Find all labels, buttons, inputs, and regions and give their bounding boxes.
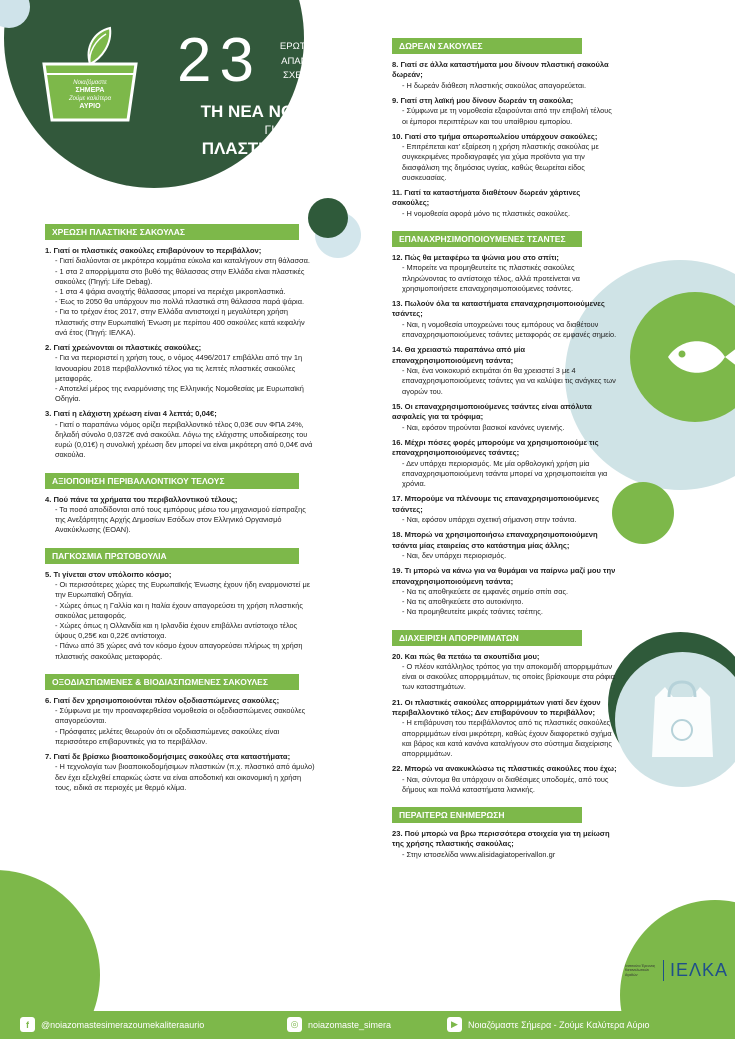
question-title: 9. Γιατί στη λαϊκή μου δίνουν δωρεάν τη σακούλα; bbox=[392, 96, 574, 106]
answer-text: - Ναι, η νομοθεσία υποχρεώνει τους εμπόρους να διαθέτουν επαναχρησιμοποιούμενες τσάντες μεταφοράς σε εμφανές σημείο. bbox=[402, 319, 617, 340]
right-column bbox=[392, 36, 617, 870]
answer-text: - Η τεχνολογία των βιοαποικοδομήσιμων πλαστικών (π.χ. πλαστικό από άμυλο) δεν έχει εξελιχθεί επαρκώς ώστε να είναι αποδοτική και οικονομική η χρήση τους, ειδικά σε περιοχές με θερμό κλίμα. bbox=[55, 762, 315, 792]
facebook-handle: @noiazomastesimerazoumekaliteraaurio bbox=[41, 1019, 205, 1030]
ielka-logo bbox=[625, 960, 728, 981]
question-title: 1. Γιατί οι πλαστικές σακούλες επιβαρύνουν το περιβάλλον; bbox=[45, 246, 262, 255]
faq-item bbox=[392, 132, 617, 183]
logo-line: ΑΥΡΙΟ bbox=[79, 103, 101, 110]
faq-item bbox=[45, 409, 315, 460]
faq-item bbox=[392, 566, 617, 617]
faq-item bbox=[392, 494, 617, 525]
answer-text: - Ναι, εφόσον υπάρχει σχετική σήμανση στην τσάντα. bbox=[402, 514, 577, 524]
faq-item bbox=[45, 752, 315, 793]
answer-text: - 1 στα 2 απορρίμματα στο βυθό της θάλασσας στην Ελλάδα είναι πλαστικές σακούλες (Πηγή: Life Debag). bbox=[55, 266, 305, 286]
answer-text: - Η επιβάρυνση του περιβάλλοντος από τις πλαστικές σακούλες απορριμμάτων είναι μικρότερη, καθώς έχουν διαφορετικό σχήμα και βάρος και κατά κανόνα καταλήγουν στο σύστημα διαχείρισης απορριμμάτων. bbox=[402, 718, 612, 759]
section-heading: ΔΩΡΕΑΝ ΣΑΚΟΥΛΕΣ bbox=[392, 38, 582, 54]
answer-text: - Μπορείτε να προμηθευτείτε τις πλαστικές σακούλες πληρώνοντας το αντίστοιχο τέλος, αλλά προτείνεται να χρησιμοποιήσετε επαναχρησιμοποιούμενες τσάντες. bbox=[402, 263, 580, 293]
logo-line: ΣΗΜΕΡΑ bbox=[75, 87, 105, 94]
ielka-name: ΙΕΛΚΑ bbox=[663, 960, 728, 981]
faq-item bbox=[392, 402, 617, 433]
question-title: 8. Γιατί σε άλλα καταστήματα μου δίνουν πλαστική σακούλα δωρεάν; bbox=[392, 60, 609, 80]
answer-text: - Να τις αποθηκεύετε στο αυτοκίνητο. bbox=[402, 597, 524, 607]
instagram-link[interactable] bbox=[287, 1017, 391, 1032]
instagram-icon: ◎ bbox=[287, 1017, 302, 1032]
instagram-handle: noiazomaste_simera bbox=[308, 1019, 392, 1030]
question-title: 18. Μπορώ να χρησιμοποιήσω επαναχρησιμοποιούμενη τσάντα μίας εταιρείας στο κατάστημα μίας άλλης; bbox=[392, 530, 598, 550]
footer-bar bbox=[0, 1011, 735, 1039]
question-title: 19. Τι μπορώ να κάνω για να θυμάμαι να παίρνω μαζί μου την επαναχρησιμοποιούμενη τσάντα; bbox=[392, 566, 616, 586]
faq-section bbox=[392, 229, 617, 618]
section-heading: ΑΞΙΟΠΟΙΗΣΗ ΠΕΡΙΒΑΛΛΟΝΤΙΚΟΥ ΤΕΛΟΥΣ bbox=[45, 473, 299, 489]
faq-item bbox=[45, 570, 315, 662]
question-title: 16. Μέχρι πόσες φορές μπορούμε να χρησιμοποιούμε τις επαναχρησιμοποιούμενες τσάντες; bbox=[392, 437, 599, 458]
section-heading: ΠΑΓΚΟΣΜΙΑ ΠΡΩΤΟΒΟΥΛΙΑ bbox=[45, 548, 299, 564]
answer-text: - Στην ιστοσελίδα www.alisidagiatoperivallon.gr bbox=[402, 849, 556, 859]
answer-text: - Χώρες όπως η Γαλλία και η Ιταλία έχουν απαγορεύσει τη χρήση πλαστικής σακούλας μεταφοράς. bbox=[55, 600, 303, 620]
question-title: 20. Και πώς θα πετάω τα σκουπίδια μου; bbox=[392, 651, 540, 661]
section-heading: ΔΙΑΧΕΙΡΙΣΗ ΑΠΟΡΡΙΜΜΑΤΩΝ bbox=[392, 630, 582, 646]
faq-item bbox=[45, 343, 315, 404]
answer-text: - 1 στα 4 ψάρια ανοιχτής θάλασσας μπορεί να περιέχει μικροπλαστικά. bbox=[55, 287, 286, 297]
youtube-channel: Νοιαζόμαστε Σήμερα - Ζούμε Καλύτερα Αύριο bbox=[468, 1019, 650, 1030]
section-heading: ΕΠΑΝΑΧΡΗΣΙΜΟΠΟΙΟΥΜΕΝΕΣ ΤΣΑΝΤΕΣ bbox=[392, 231, 582, 247]
question-title: 6. Γιατί δεν χρησιμοποιούνται πλέον οξοδιασπώμενες σακούλες; bbox=[45, 695, 280, 705]
question-title: 23. Πού μπορώ να βρω περισσότερα στοιχεία για τη μείωση της χρήσης πλαστικής σακούλας; bbox=[392, 829, 610, 849]
faq-section bbox=[45, 222, 315, 461]
question-title: 21. Οι πλαστικές σακούλες απορριμμάτων γιατί δεν έχουν περιβαλλοντικό τέλος; Δεν επιβαρύνουν το περιβάλλον; bbox=[392, 697, 601, 718]
faq-section bbox=[45, 672, 315, 793]
faq-section bbox=[45, 471, 315, 536]
section-heading: ΠΕΡΑΙΤΕΡΩ ΕΝΗΜΕΡΩΣΗ bbox=[392, 807, 582, 823]
answer-text: - Τα ποσά αποδίδονται από τους εμπόρους μέσω του μηχανισμού είσπραξης της Ανεξάρτητης Αρχής Δημοσίων Εσόδων στον Ελληνικό Οργανισμό Ανακύκλωσης (ΕΟΑΝ). bbox=[55, 505, 306, 535]
answer-text: - Η δωρεάν διάθεση πλαστικής σακούλας απαγορεύεται. bbox=[402, 80, 586, 90]
answer-text: - Η νομοθεσία αφορά μόνο τις πλαστικές σακούλες. bbox=[402, 208, 571, 218]
answer-text: - Ναι, σύντομα θα υπάρχουν οι διαθέσιμες υποδομές, από τους δήμους και πολλά καταστήματα λιανικής. bbox=[402, 774, 609, 794]
question-count: 23 bbox=[177, 26, 262, 95]
faq-item bbox=[392, 764, 617, 795]
question-title: 17. Μπορούμε να πλένουμε τις επαναχρησιμοποιούμενες τσάντες; bbox=[392, 494, 600, 514]
faq-section bbox=[392, 36, 617, 219]
bag-icon bbox=[615, 652, 735, 787]
answer-text: - Ο πλέον κατάλληλος τρόπος για την αποκομιδή απορριμμάτων είναι οι σακούλες απορριμμάτων, τις οποίες βρίσκουμε στα ράφια των καταστημάτων. bbox=[402, 662, 615, 692]
logo-line: Ζούμε καλύτερα bbox=[68, 96, 112, 102]
answer-text: - Να τις αποθηκεύετε σε εμφανές σημείο σπίτι σας. bbox=[402, 587, 569, 596]
hero-title: ΓΙΑ ΤΗΝ bbox=[264, 123, 310, 137]
youtube-icon: ▶ bbox=[447, 1017, 462, 1032]
answer-text: - Αποτελεί μέρος της εναρμόνισης της Ελληνικής Νομοθεσίας με Ευρωπαϊκή Οδηγία. bbox=[55, 384, 304, 404]
hero-title: ΠΛΑΣΤΙΚΗ ΣΑΚΟΥΛΑ bbox=[201, 139, 373, 158]
section-heading: ΧΡΕΩΣΗ ΠΛΑΣΤΙΚΗΣ ΣΑΚΟΥΛΑΣ bbox=[45, 224, 299, 240]
question-title: 5. Τι γίνεται στον υπόλοιπο κόσμο; bbox=[45, 569, 172, 579]
answer-text: - Χώρες όπως η Ολλανδία και η Ιρλανδία έχουν επιβάλλει αντίστοιχο τέλος ύψους 0,25€ και 0,22€ αντίστοιχα. bbox=[55, 620, 298, 641]
ielka-fullname: Ινστιτούτο Έρευνας Καταναλωτικών Αγαθών bbox=[625, 963, 656, 977]
faq-item bbox=[392, 60, 617, 91]
answer-text: - Για το τρέχον έτος 2017, στην Ελλάδα αντιστοιχεί η μεγαλύτερη χρήση πλαστικής στην Ευρωπαϊκή Ένωση με περίπου 400 σακούλες κατά κεφαλήν ανά έτος (Πηγή: ΙΕΛΚΑ). bbox=[55, 307, 305, 337]
faq-item bbox=[392, 96, 617, 127]
question-title: 11. Γιατί τα καταστήματα διαθέτουν δωρεάν χάρτινες σακούλες; bbox=[392, 188, 581, 208]
answer-text: - Γιατί διαλύονται σε μικρότερα κομμάτια εύκολα και καταλήγουν στη θάλασσα. bbox=[55, 256, 310, 266]
answer-text: - Πρόσφατες μελέτες θεωρούν ότι οι οξοδιασπώμενες σακούλες είναι περισσότερο επιβαρυντικές για το περιβάλλον. bbox=[55, 726, 280, 746]
answer-text: - Ναι, δεν υπάρχει περιορισμός. bbox=[402, 550, 507, 560]
question-title: 10. Γιατί στο τμήμα οπωροπωλείου υπάρχουν σακούλες; bbox=[392, 131, 598, 141]
question-title: 15. Οι επαναχρησιμοποιούμενες τσάντες είναι απόλυτα ασφαλείς για τα τρόφιμα; bbox=[392, 401, 592, 422]
question-title: 4. Πού πάνε τα χρήματα του περιβαλλοντικού τέλους; bbox=[45, 494, 238, 504]
faq-item bbox=[392, 253, 617, 294]
section-heading: ΟΞΟΔΙΑΣΠΩΜΕΝΕΣ & ΒΙΟΔΙΑΣΠΩΜΕΝΕΣ ΣΑΚΟΥΛΕΣ bbox=[45, 674, 299, 690]
hero-title: ΤΗ ΝΕΑ ΝΟΜΟΘΕΣΙΑ bbox=[200, 102, 374, 121]
logo-line: Νοιαζόμαστε bbox=[73, 80, 107, 86]
faq-item bbox=[392, 530, 617, 561]
question-title: 14. Θα χρειαστώ παραπάνω από μία επαναχρησιμοποιούμενη τσάντα; bbox=[392, 345, 526, 365]
faq-section bbox=[45, 546, 315, 662]
faq-item bbox=[392, 698, 617, 760]
youtube-link[interactable] bbox=[447, 1017, 650, 1032]
fish-icon bbox=[630, 292, 735, 422]
faq-item bbox=[392, 652, 617, 693]
answer-text: - Πάνω από 35 χώρες ανά τον κόσμο έχουν απαγορεύσει πλήρως τη χρήση πλαστικής σακούλας μεταφοράς. bbox=[55, 641, 303, 661]
faq-item bbox=[392, 299, 617, 340]
facebook-icon: f bbox=[20, 1017, 35, 1032]
question-title: 3. Γιατί η ελάχιστη χρέωση είναι 4 λεπτά; 0,04€; bbox=[45, 409, 217, 419]
answer-text: - Γιατί ο παραπάνω νόμος ορίζει περιβαλλοντικό τέλος 0,03€ συν ΦΠΑ 24%, δηλαδή σύνολο 0,0372€ ανά σακούλα. Λόγω της ελάχιστης υποδιαίρεσης του ευρώ (0,01€) η συνολική χρέωση δεν μπορεί να είναι μικρότερη από 0,04€ ανά σακούλα. bbox=[55, 419, 313, 460]
question-title: 7. Γιατί δε βρίσκω βιοαποικοδομήσιμες σακούλες στα καταστήματα; bbox=[45, 751, 291, 761]
answer-text: - Δεν υπάρχει περιορισμός. Με μία ορθολογική χρήση μία επαναχρησιμοποιούμενη τσάντα μπορεί να χρησιμοποιείται για χρόνια. bbox=[402, 458, 608, 488]
campaign-logo bbox=[30, 22, 150, 142]
faq-item bbox=[45, 495, 315, 536]
faq-item bbox=[392, 345, 617, 396]
faq-item bbox=[392, 829, 617, 860]
answer-text: - Να προμηθευτείτε μικρές τσάντες τσέπης. bbox=[402, 607, 543, 617]
answer-text: - Σύμφωνα με τη νομοθεσία εξαιρούνται από την επιβολή τέλους οι έμποροι περιπτέρων και του υπαίθριου εμπορίου. bbox=[402, 106, 612, 126]
question-title: 22. Μπορώ να ανακυκλώσω τις πλαστικές σακούλες που έχω; bbox=[392, 764, 617, 774]
answer-text: - Σύμφωνα με την προαναφερθείσα νομοθεσία οι οξοδιασπώμενες σακούλες απαγορεύονται. bbox=[55, 706, 306, 726]
question-title: 13. Πωλούν όλα τα καταστήματα επαναχρησιμοποιούμενες τσάντες; bbox=[392, 299, 605, 319]
answer-text: - Για να περιοριστεί η χρήση τους, ο νόμος 4496/2017 επιβάλλει από την 1η Ιανουαρίου 2018 περιβαλλοντικό τέλος για τις λεπτές πλαστικές σακούλες μεταφοράς. bbox=[55, 353, 303, 383]
facebook-link[interactable] bbox=[20, 1017, 204, 1032]
question-title: 2. Γιατί χρεώνονται οι πλαστικές σακούλες; bbox=[45, 343, 202, 353]
faq-item bbox=[45, 246, 315, 338]
faq-section bbox=[392, 805, 617, 860]
decor-circle bbox=[612, 482, 674, 544]
answer-text: - Έως το 2050 θα υπάρχουν πιο πολλά πλαστικά στη θάλασσα παρά ψάρια. bbox=[55, 297, 305, 307]
left-column bbox=[45, 222, 315, 803]
answer-text: - Οι περισσότερες χώρες της Ευρωπαϊκής Ένωσης έχουν ήδη εναρμονιστεί με την Ευρωπαϊκή Οδηγία. bbox=[55, 580, 311, 600]
faq-item bbox=[392, 188, 617, 219]
answer-text: - Ναι, εφόσον τηρούνται βασικοί κανόνες υγιεινής. bbox=[402, 422, 565, 432]
hero-subtitle: ΕΡΩΤΗΣΕΙΣ & ΑΠΑΝΤΗΣΕΙΣ ΣΧΕΤΙΚΑ ΜΕ bbox=[279, 41, 343, 81]
faq-section bbox=[392, 628, 617, 795]
faq-item bbox=[45, 696, 315, 747]
answer-text: - Ναι, ένα νοικοκυριό εκτιμάται ότι θα χρειαστεί 3 με 4 επαναχρησιμοποιούμενες τσάντες για να καλύψει τις ανάγκες των αγορών του. bbox=[402, 366, 616, 396]
question-title: 12. Πώς θα μεταφέρω τα ψώνια μου στο σπίτι; bbox=[392, 253, 559, 263]
faq-item bbox=[392, 438, 617, 489]
answer-text: - Επιτρέπεται κατ' εξαίρεση η χρήση πλαστικής σακούλας με συγκεκριμένες προδιαγραφές για χύμα προϊόντα για την διασφάλιση της δημόσιας υγείας, καθώς θεωρείται είδος συσκευασίας. bbox=[402, 142, 599, 182]
